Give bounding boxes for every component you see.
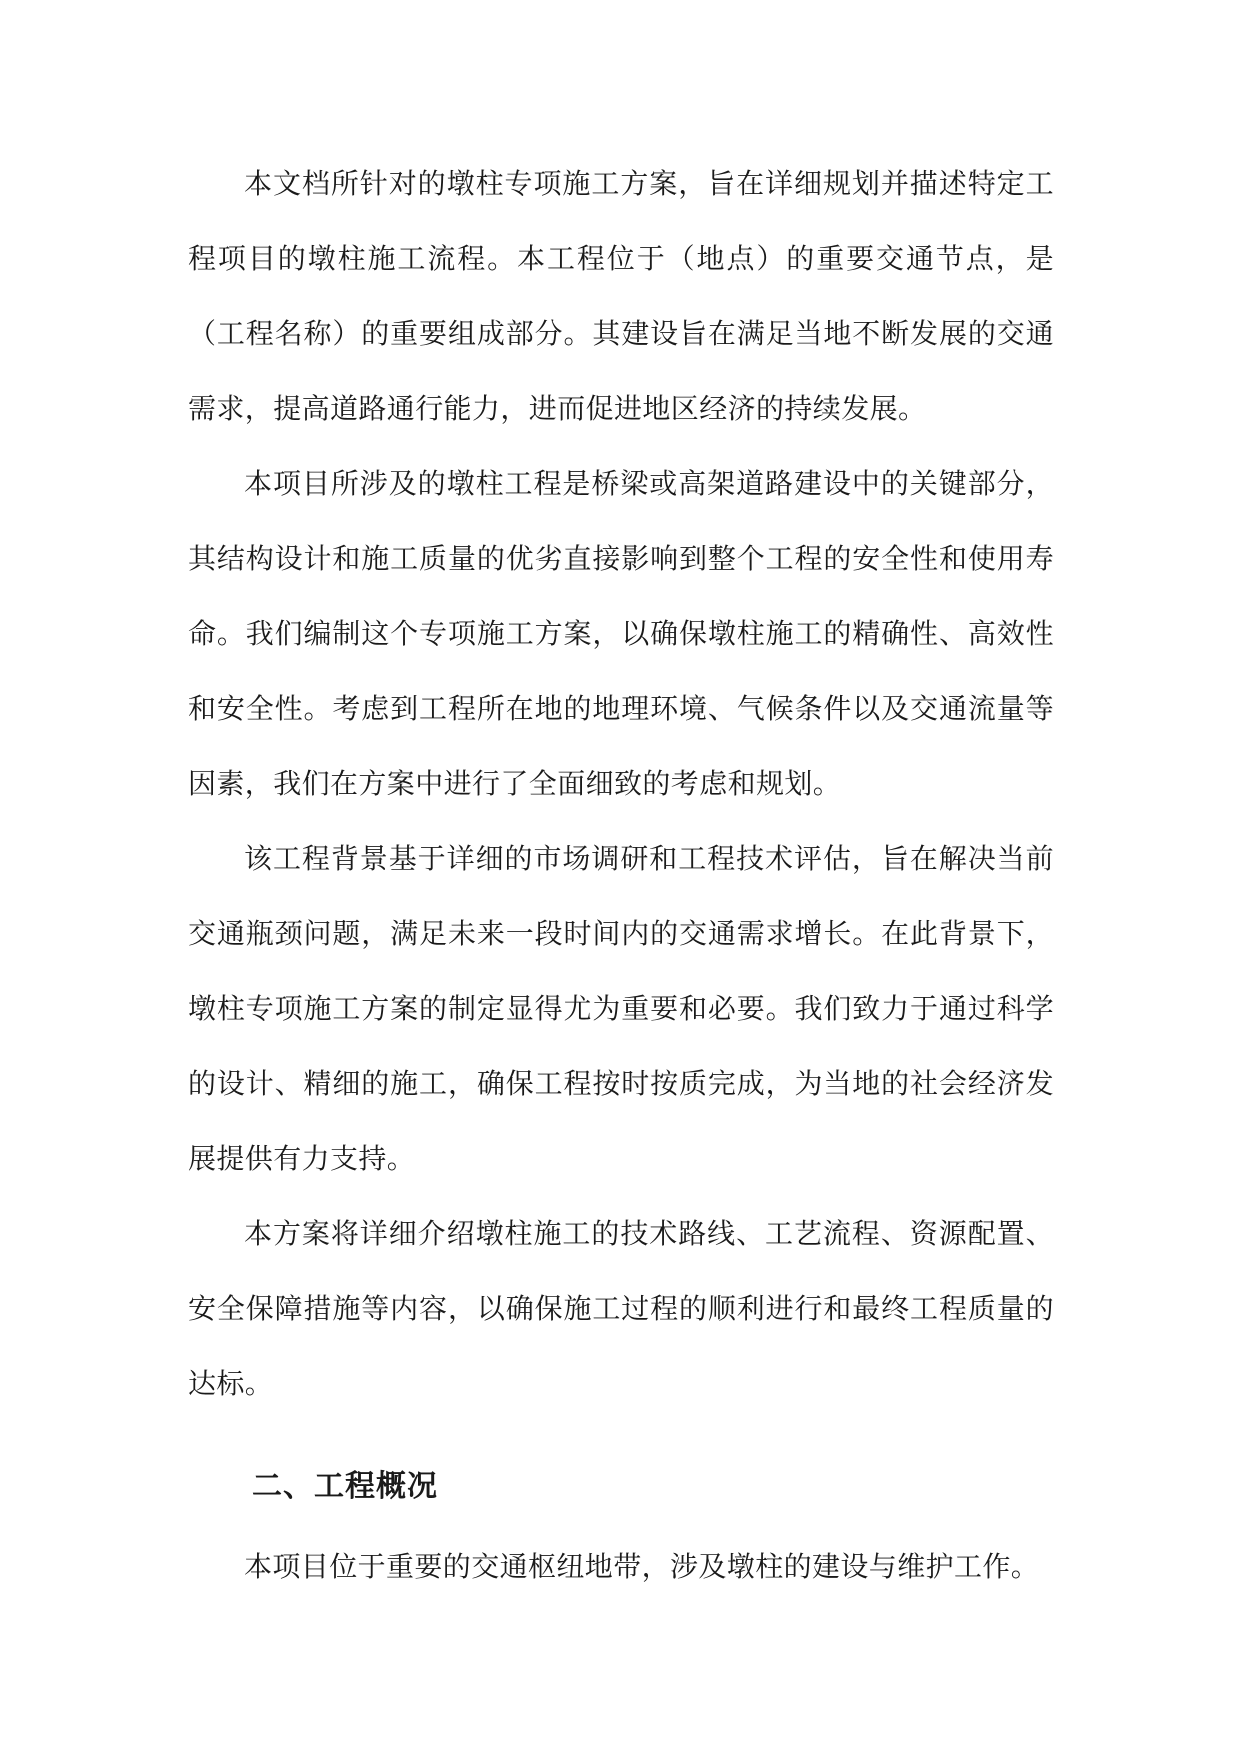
paragraph-background: 该工程背景基于详细的市场调研和工程技术评估，旨在解决当前交通瓶颈问题，满足未来一段时间内的交通需求增长。在此背景下，墩柱专项施工方案的制定显得尤为重要和必要。我们致力于通过科学的设计、精细的施工，确保工程按时按质完成，为当地的社会经济发展提供有力支持。 <box>188 842 1054 1175</box>
section-heading-project-overview: 二、工程概况 <box>252 1469 438 1504</box>
document-body <box>188 146 1054 1604</box>
paragraph-intro: 本文档所针对的墩柱专项施工方案，旨在详细规划并描述特定工程项目的墩柱施工流程。本工程位于（地点）的重要交通节点，是（工程名称）的重要组成部分。其建设旨在满足当地不断发展的交通需求，提高道路通行能力，进而促进地区经济的持续发展。 <box>188 167 1054 425</box>
paragraph-importance: 本项目所涉及的墩柱工程是桥梁或高架道路建设中的关键部分，其结构设计和施工质量的优劣直接影响到整个工程的安全性和使用寿命。我们编制这个专项施工方案，以确保墩柱施工的精确性、高效性和安全性。考虑到工程所在地的地理环境、气候条件以及交通流量等因素，我们在方案中进行了全面细致的考虑和规划。 <box>188 467 1054 800</box>
paragraph-scope: 本方案将详细介绍墩柱施工的技术路线、工艺流程、资源配置、安全保障措施等内容，以确保施工过程的顺利进行和最终工程质量的达标。 <box>188 1217 1054 1400</box>
paragraph-project-overview: 本项目位于重要的交通枢纽地带，涉及墩柱的建设与维护工作。 <box>244 1550 1040 1583</box>
